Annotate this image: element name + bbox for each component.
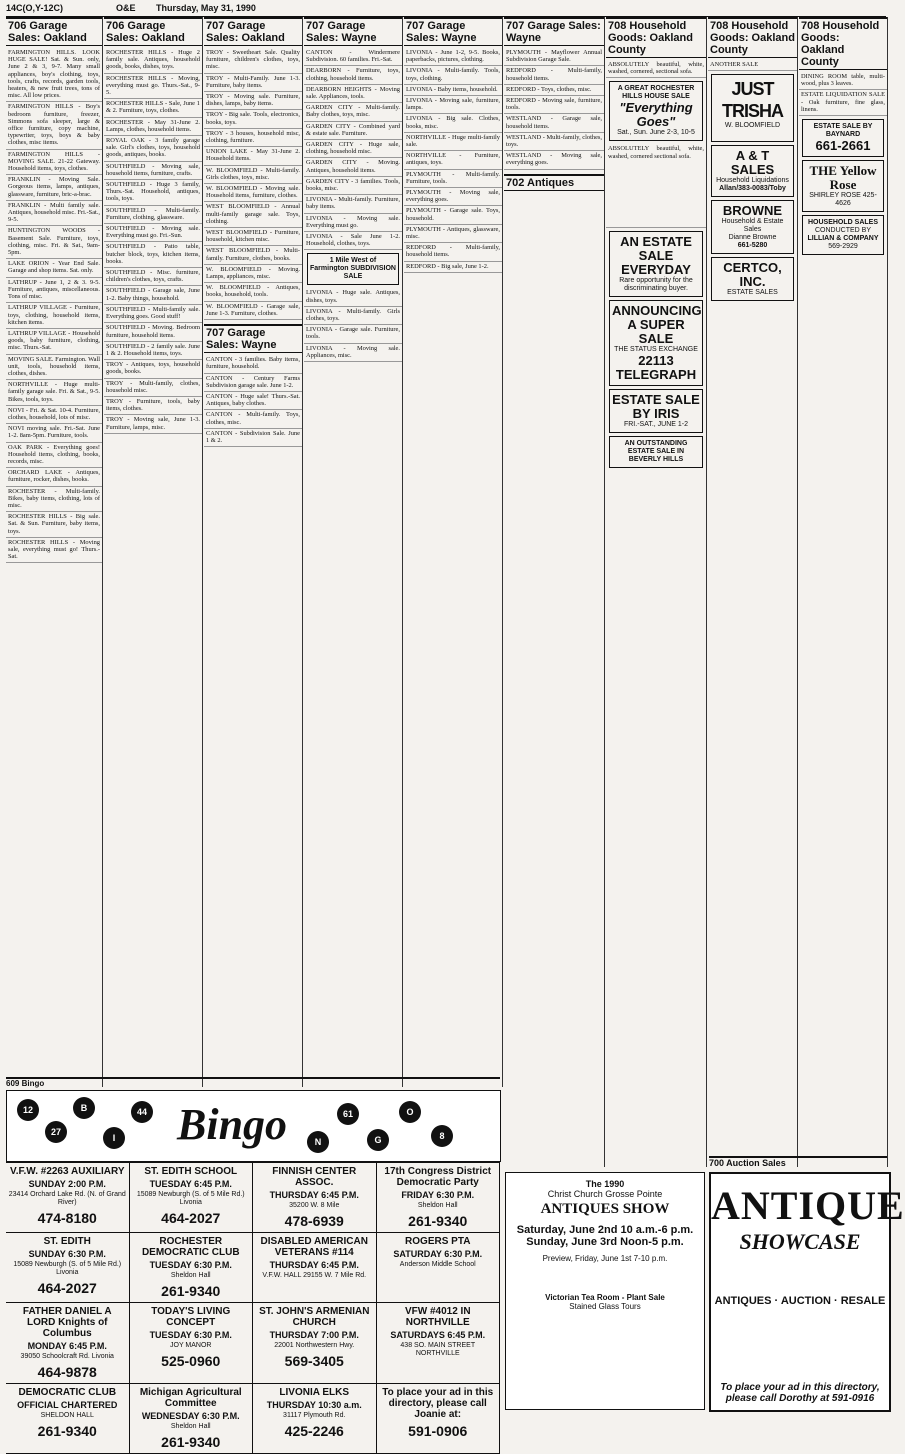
bingo-day: THURSDAY 10:30 a.m.: [266, 1400, 362, 1410]
bingo-place: 23414 Orchard Lake Rd. (N. of Grand River): [8, 1191, 126, 1206]
classified-ad: WEST BLOOMFIELD - Annual multi-family garage sale. Toys, clothing.: [204, 202, 302, 228]
column-heading: 708 Household Goods: Oakland County: [799, 17, 887, 70]
ad-text: ESTATE LIQUIDATION SALE - Oak furniture, fine glass, linens.: [799, 90, 887, 116]
bingo-listing: [130, 1233, 254, 1303]
classified-ad: WEST BLOOMFIELD - Multi-family. Furniture, clothes, books.: [204, 246, 302, 264]
bingo-day: SUNDAY 6:30 P.M.: [28, 1249, 106, 1259]
ad-sub: Household & Estate Sales: [721, 218, 784, 234]
classified-ad: LAKE ORION - Year End Sale. Garage and shop items. Sat. only.: [6, 259, 102, 277]
ad-sub: ESTATE SALES: [727, 289, 778, 297]
bingo-phone: 261-9340: [161, 1434, 221, 1450]
classified-ad: LIVONIA - Garage sale. Furniture, tools.: [304, 325, 402, 343]
bingo-ball: 12: [17, 1099, 39, 1121]
bingo-place: 438 SO. MAIN STREET NORTHVILLE: [400, 1342, 476, 1357]
showcase-services: ANTIQUES · AUCTION · RESALE: [714, 1295, 886, 1307]
ad-title: CERTCO, INC.: [723, 260, 782, 290]
classified-ad: HUNTINGTON WOODS - Basement Sale. Furniture, toys, clothing, misc. Fri. & Sat., 9am-5pm.: [6, 226, 102, 259]
classified-ad: PLYMOUTH - Moving sale, everything goes.: [404, 188, 502, 206]
classified-ad: TROY - Furniture, tools, baby items, clothes.: [104, 397, 202, 415]
classified-ad: TROY - Moving sale. Furniture, dishes, lamps, baby items.: [204, 92, 302, 110]
bingo-phone: 569-3405: [284, 1353, 344, 1369]
bingo-place: 31117 Plymouth Rd.: [283, 1412, 346, 1419]
classified-ad: TROY - Multi-family, clothes, household misc.: [104, 379, 202, 397]
bingo-phone: 261-9340: [161, 1283, 221, 1299]
bingo-listing: [6, 1303, 130, 1384]
classified-ad: CANTON - Subdivision Sale. June 1 & 2.: [204, 429, 302, 447]
bingo-phone: 591-0906: [408, 1423, 468, 1439]
classified-ad: LIVONIA - Multi-family. Furniture, baby items.: [304, 195, 402, 213]
bingo-title: TODAY'S LIVING CONCEPT: [151, 1306, 231, 1328]
bingo-title: ROCHESTER DEMOCRATIC CLUB: [141, 1236, 240, 1258]
classified-ad: NORTHVILLE - Huge multi-family garage sale. Fri. & Sat., 9-5. Bikes, tools, toys.: [6, 380, 102, 406]
bingo-place: 15089 Newburgh (S. of 5 Mile Rd.) Livonia: [136, 1191, 245, 1206]
ads-list: [6, 48, 102, 563]
bingo-ball: O: [399, 1101, 421, 1123]
classified-ad: MOVING SALE. Farmington. Wall unit, tools, household items, clothes, dishes.: [6, 355, 102, 381]
bingo-phone: 464-2027: [37, 1280, 97, 1296]
bingo-day: THURSDAY 6:45 P.M.: [269, 1190, 359, 1200]
bingo-day: SATURDAYS 6:45 P.M.: [390, 1330, 486, 1340]
classified-ad: ORCHARD LAKE - Antiques, furniture, rocker, dishes, books.: [6, 468, 102, 486]
classified-ad: W. BLOOMFIELD - Moving sale. Household items, furniture, clothes.: [204, 184, 302, 202]
classified-ad: WESTLAND - Multi-family, clothes, toys.: [504, 133, 604, 151]
classified-ad: DEARBORN HEIGHTS - Moving sale. Appliances, tools.: [304, 85, 402, 103]
bingo-day: MONDAY 6:45 P.M.: [27, 1341, 107, 1351]
bingo-phone: 425-2246: [284, 1423, 344, 1439]
column-4: [304, 17, 403, 1087]
bingo-title: 17th Congress District Democratic Party: [384, 1166, 492, 1188]
ad-sub: THE STATUS EXCHANGE: [614, 346, 698, 354]
bingo-phone: 474-8180: [37, 1210, 97, 1226]
ad-headline: "Everything Goes": [619, 100, 693, 130]
classified-ad: WESTLAND - Moving sale, everything goes.: [504, 151, 604, 169]
bingo-listing: [253, 1303, 377, 1384]
classified-ad: OAK PARK - Everything goes! Household items, clothing, books, records, misc.: [6, 443, 102, 469]
classified-ad: LATHRUP VILLAGE - Household goods, baby furniture, clothing, misc. Thurs.-Sat.: [6, 329, 102, 355]
classified-ad: TROY - Sweetheart Sale. Quality furniture, children's clothes, toys, misc.: [204, 48, 302, 74]
ad-phone: 661-2661: [815, 138, 871, 154]
classified-ad: LIVONIA - Huge sale. Antiques, dishes, toys.: [304, 288, 402, 306]
yellow-rose-ad: [802, 160, 884, 212]
ad-text: ABSOLUTELY beautiful, white, washed, cornered, sectional sofa.: [606, 60, 706, 78]
subdivision-sale-box: [307, 253, 399, 285]
classified-ad: LIVONIA - Multi-family. Girls clothes, toys.: [304, 307, 402, 325]
column-9: [799, 17, 888, 1167]
bingo-title: ST. EDITH: [43, 1236, 91, 1247]
classified-ad: TROY - Big sale. Tools, electronics, books, toys.: [204, 110, 302, 128]
ad-title: A & T SALES: [730, 148, 775, 178]
bingo-section-head: 609 Bingo: [6, 1077, 500, 1088]
bingo-listing: [130, 1163, 254, 1233]
ad-text: ABSOLUTELY beautiful, white, washed, cornered sectional sofa.: [606, 144, 706, 228]
bingo-phone: 261-9340: [408, 1213, 468, 1229]
classified-ad: GARDEN CITY - Multi-family. Baby clothes, toys, misc.: [304, 103, 402, 121]
antiques-line1: The 1990: [585, 1179, 625, 1189]
classified-ad: PLYMOUTH - Antiques, glassware, misc.: [404, 225, 502, 243]
bingo-ball: I: [103, 1127, 125, 1149]
classified-ad: SOUTHFIELD - Huge 3 family, Thurs.-Sat. Household, antiques, tools, toys.: [104, 180, 202, 206]
sub-heading: 707 Garage Sales: Wayne: [204, 324, 302, 353]
baynard-ad: [802, 119, 884, 157]
bingo-listing: [253, 1233, 377, 1303]
bingo-day: SATURDAY 6:30 P.M.: [393, 1249, 483, 1259]
ad-phone: 569-2929: [828, 243, 858, 251]
classified-ad: SOUTHFIELD - Moving sale, household items, furniture, crafts.: [104, 162, 202, 180]
classified-ad: FARMINGTON HILLS. LOOK HUGE SALE! Sat. & Sun. only, June 2 & 3, 9-7. Many small appliances, boy's clothing, toys, tools, crafts, records, garden tools, heaters, & new fruit trees, tons of misc. All low prices.: [6, 48, 102, 102]
bingo-day: TUESDAY 6:45 P.M.: [149, 1179, 232, 1189]
classified-ad: W. BLOOMFIELD - Garage sale, June 1-3. Furniture, clothes.: [204, 302, 302, 320]
classified-ad: UNION LAKE - May 31-June 2. Household items.: [204, 147, 302, 165]
classified-ad: FARMINGTON HILLS - Boy's bedroom furniture, freezer, Simmons sofa sleeper, large & office furniture, copy machine, typewriter, toys, boys & baby clothes, misc items.: [6, 102, 102, 149]
bingo-title: To place your ad in this directory, please call Joanie at:: [382, 1387, 494, 1420]
section-name: O&E: [116, 3, 136, 13]
ad-title: AN ESTATE SALE EVERYDAY: [620, 234, 692, 278]
bingo-listing: [377, 1233, 501, 1303]
bingo-ball: G: [367, 1129, 389, 1151]
bingo-place: SHELDON HALL: [40, 1412, 94, 1419]
bingo-ball: N: [307, 1131, 329, 1153]
ads-list: [504, 48, 604, 170]
bingo-place: Sheldon Hall: [170, 1423, 211, 1430]
bingo-title: DEMOCRATIC CLUB: [18, 1387, 117, 1398]
classified-ad: REDFORD - Moving sale, furniture, tools.: [504, 96, 604, 114]
bingo-place: Sheldon Hall: [417, 1202, 458, 1209]
classified-ad: ROCHESTER HILLS - Moving sale, everything must go! Thurs.-Sat.: [6, 538, 102, 564]
classified-ad: TROY - Antiques, toys, household goods, books.: [104, 360, 202, 378]
antiques-show-ad: [505, 1172, 705, 1410]
antiques-line7: Victorian Tea Room - Plant Sale: [545, 1293, 665, 1302]
classified-ad: SOUTHFIELD - Multi-family. Furniture, clothing, glassware.: [104, 206, 202, 224]
bingo-title: ROGERS PTA: [405, 1236, 471, 1247]
column-2: [104, 17, 203, 1087]
ads-list: [204, 355, 302, 447]
bingo-title: ST. JOHN'S ARMENIAN CHURCH: [259, 1306, 370, 1328]
classified-ad: NOVI moving sale. Fri.-Sat. June 1-2. 8am-5pm. Furniture, tools.: [6, 424, 102, 442]
showcase-title2: SHOWCASE: [739, 1229, 861, 1254]
classified-ad: LIVONIA - Moving sale. Everything must go.: [304, 214, 402, 232]
classified-ad: LIVONIA - Baby items, household.: [404, 85, 502, 96]
bingo-title: V.F.W. #2263 AUXILIARY: [10, 1166, 125, 1177]
browne-ad: [711, 200, 794, 254]
column-5: [404, 17, 503, 1087]
antique-showcase-ad: [709, 1172, 905, 1412]
ad-title: JUST TRISHA: [722, 79, 783, 122]
antiques-line2: Christ Church Grosse Pointe: [547, 1189, 663, 1199]
classified-ad: REDFORD - Big sale, June 1-2.: [404, 262, 502, 273]
antiques-line5: Sunday, June 3rd Noon-5 p.m.: [526, 1236, 684, 1248]
classified-ad: NORTHVILLE - Huge multi-family sale.: [404, 133, 502, 151]
estate-sale-ad: [609, 231, 703, 297]
classified-ad: WEST BLOOMFIELD - Furniture, household, kitchen misc.: [204, 228, 302, 246]
classified-ad: LIVONIA - Moving sale. Appliances, misc.: [304, 344, 402, 362]
bingo-title: VFW #4012 IN NORTHVILLE: [404, 1306, 471, 1328]
folio: 14C(O,Y-12C): [6, 3, 64, 13]
classified-ad: GARDEN CITY - 3 families. Tools, books, misc.: [304, 177, 402, 195]
ad-phone: Allan/383-0083/Toby: [719, 185, 786, 193]
bingo-phone: 261-9340: [37, 1423, 97, 1439]
showcase-title: ANTIQUE: [711, 1183, 905, 1228]
ads-list: [404, 48, 502, 273]
bingo-listing: [130, 1303, 254, 1384]
bingo-title: Michigan Agricultural Committee: [139, 1387, 242, 1409]
bingo-day: TUESDAY 6:30 P.M.: [149, 1330, 232, 1340]
bingo-listing: [6, 1233, 130, 1303]
ad-title: THE Yellow Rose: [809, 163, 877, 193]
ad-text: ANOTHER SALE: [708, 60, 797, 71]
bingo-phone: 464-9878: [37, 1364, 97, 1380]
classified-ad: W. BLOOMFIELD - Moving. Lamps, appliances, misc.: [204, 265, 302, 283]
bingo-banner: [6, 1090, 501, 1162]
column-heading: 708 Household Goods: Oakland County: [606, 17, 706, 58]
ad-title: ESTATE SALE BY BAYNARD: [813, 123, 873, 139]
bingo-directory: [6, 1162, 500, 1450]
classified-ad: TROY - 3 houses, household misc, clothing, furniture.: [204, 129, 302, 147]
bingo-title: DISABLED AMERICAN VETERANS #114: [260, 1236, 368, 1258]
classified-ad: W. BLOOMFIELD - Multi-family. Girls clothes, toys, misc.: [204, 166, 302, 184]
column-7: [606, 17, 707, 1167]
classified-ad: ROCHESTER HILLS - Moving, everything must go. Thurs.-Sat., 9-5.: [104, 74, 202, 100]
bingo-ball: 27: [45, 1121, 67, 1143]
bingo-place: V.F.W. HALL 29155 W. 7 Mile Rd.: [262, 1272, 367, 1279]
bingo-listing: [253, 1384, 377, 1454]
bingo-listing: [377, 1163, 501, 1233]
bingo-listing: [6, 1163, 130, 1233]
auction-section-head: 700 Auction Sales: [709, 1156, 887, 1168]
bingo-day: OFFICIAL CHARTERED: [17, 1400, 118, 1410]
classified-ad: ROCHESTER - Multi-family. Bikes, baby items, clothing, lots of misc.: [6, 487, 102, 513]
classified-ad: ROYAL OAK - 3 family garage sale. Girl's clothes, toys, household goods, antiques, books.: [104, 136, 202, 162]
column-heading: 707 Garage Sales: Oakland: [204, 17, 302, 46]
ad-sub: CONDUCTED BY: [814, 227, 871, 235]
classified-ad: ROCHESTER HILLS - Sale, June 1 & 2. Furniture, toys, clothes.: [104, 99, 202, 117]
classified-ad: LIVONIA - Moving sale, furniture, lamps.: [404, 96, 502, 114]
classified-ad: CANTON - 3 families. Baby items, furniture, household.: [204, 355, 302, 373]
a-t-sales-ad: [711, 145, 794, 197]
ad-title: HOUSEHOLD SALES: [807, 219, 878, 227]
classified-ad: CANTON - Huge sale! Thurs.-Sat. Antiques, baby clothes.: [204, 392, 302, 410]
classified-ad: GARDEN CITY - Moving. Antiques, household items.: [304, 158, 402, 176]
subdivision-sale-title: 1 Mile West of Farmington SUBDIVISION SALE: [310, 257, 396, 281]
column-heading: 707 Garage Sales: Wayne: [304, 17, 402, 46]
ad-sub: FRI.-SAT., JUNE 1-2: [623, 421, 689, 429]
classified-ad: SOUTHFIELD - Moving sale. Everything must go. Fri.-Sun.: [104, 224, 202, 242]
bingo-listing: [377, 1384, 501, 1454]
bingo-day: THURSDAY 7:00 P.M.: [269, 1330, 359, 1340]
ad-sub: W. BLOOMFIELD: [724, 122, 781, 130]
classified-ad: GARDEN CITY - Combined yard & estate sale. Furniture.: [304, 122, 402, 140]
classified-ad: REDFORD - Multi-family, household items.: [504, 66, 604, 84]
bingo-title: LIVONIA ELKS: [279, 1387, 350, 1398]
issue-date: Thursday, May 31, 1990: [156, 3, 256, 13]
classified-ad: REDFORD - Toys, clothes, misc.: [504, 85, 604, 96]
classified-ad: LIVONIA - Multi-family. Tools, toys, clothing.: [404, 66, 502, 84]
bingo-place: Anderson Middle School: [399, 1261, 476, 1268]
column-heading: 706 Garage Sales: Oakland: [6, 17, 102, 46]
ad-sub: SHIRLEY ROSE 425-4626: [809, 192, 877, 208]
sub-heading: 702 Antiques: [504, 174, 604, 191]
bingo-title: ST. EDITH SCHOOL: [144, 1166, 238, 1177]
antiques-line3: ANTIQUES SHOW: [540, 1201, 670, 1217]
ad-dates: Sat., Sun. June 2-3, 10-5: [617, 129, 695, 137]
trisha-ad: [711, 74, 794, 142]
bingo-day: TUESDAY 6:30 P.M.: [149, 1260, 232, 1270]
bingo-place: 35200 W. 8 Mile: [289, 1202, 340, 1209]
bingo-phone: 525-0960: [161, 1353, 221, 1369]
classified-ad: WESTLAND - Garage sale, household items.: [504, 114, 604, 132]
ad-title: ANNOUNCING A SUPER SALE: [612, 303, 702, 347]
bingo-day: FRIDAY 6:30 P.M.: [401, 1190, 475, 1200]
classified-ad: CANTON - Multi-family. Toys, clothes, misc.: [204, 410, 302, 428]
classified-ad: CANTON - Century Farms Subdivision garage sale. June 1-2.: [204, 374, 302, 392]
classified-ad: PLYMOUTH - Garage sale. Toys, household.: [404, 206, 502, 224]
classified-ad: PLYMOUTH - Multi-family. Furniture, tools.: [404, 170, 502, 188]
bingo-phone: 464-2027: [161, 1210, 221, 1226]
ad-sub: Rare opportunity for the discriminating buyer.: [619, 277, 693, 293]
classified-ad: LATHRUP - June 1, 2 & 3. 9-5. Furniture, antiques, miscellaneous. Tons of misc.: [6, 278, 102, 304]
classified-ad: SOUTHFIELD - Misc. furniture, children's clothes, toys, crafts.: [104, 268, 202, 286]
ad-name: LILLIAN & COMPANY: [807, 235, 879, 243]
classified-ad: REDFORD - Multi-family, household items.: [404, 243, 502, 261]
column-heading: 707 Garage Sales: Wayne: [404, 17, 502, 46]
column-8: [708, 17, 798, 1167]
bingo-listing: [130, 1384, 254, 1454]
classified-ad: LATHRUP VILLAGE - Furniture, toys, clothing, household items, kitchen items.: [6, 303, 102, 329]
bingo-ball: 61: [337, 1103, 359, 1125]
bingo-banner-title: Bingo: [177, 1100, 288, 1149]
ads-list: [204, 48, 302, 320]
antiques-line4: Saturday, June 2nd 10 a.m.-6 p.m.: [516, 1224, 694, 1236]
bingo-day: WEDNESDAY 6:30 P.M.: [141, 1411, 240, 1421]
ad-title: AN OUTSTANDING ESTATE SALE IN BEVERLY HILLS: [624, 440, 688, 464]
bingo-place: 15089 Newburgh (S. of 5 Mile Rd.) Livonia: [13, 1261, 122, 1276]
column-heading: 708 Household Goods: Oakland County: [708, 17, 797, 58]
classified-ad: FRANKLIN - Multi family sale. Antiques, household misc. Fri.-Sat., 9-5.: [6, 201, 102, 227]
bingo-place: Sheldon Hall: [170, 1272, 211, 1279]
classified-ad: NORTHVILLE - Furniture, antiques, toys.: [404, 151, 502, 169]
classified-ad: ROCHESTER HILLS - Huge 2 family sale. Antiques, household goods, books, dishes, toys.: [104, 48, 202, 74]
column-heading: 707 Garage Sales: Wayne: [504, 17, 604, 46]
ads-list: [304, 48, 402, 250]
column-3: [204, 17, 303, 1087]
bingo-place: JOY MANOR: [170, 1342, 212, 1349]
ad-phone: 661-5280: [737, 242, 768, 250]
iris-sale-ad: [609, 389, 703, 433]
bingo-ball: 44: [131, 1101, 153, 1123]
bingo-ball: B: [73, 1097, 95, 1119]
classified-ad: DEARBORN - Furniture, toys, clothing, household items.: [304, 66, 402, 84]
beverly-hills-ad: [609, 436, 703, 468]
classified-ad: LIVONIA - June 1-2, 9-5. Books, paperbacks, pictures, clothing.: [404, 48, 502, 66]
ads-list: [304, 288, 402, 362]
classified-ad: FARMINGTON HILLS - MOVING SALE. 21-22 Gateway. Household items, toys, clothes.: [6, 150, 102, 176]
ad-title: A GREAT ROCHESTER HILLS HOUSE SALE: [617, 85, 695, 101]
classified-ad: SOUTHFIELD - 2 family sale. June 1 & 2. Household items, toys.: [104, 342, 202, 360]
classified-ad: W. BLOOMFIELD - Antiques, books, household, tools.: [204, 283, 302, 301]
classified-ad: SOUTHFIELD - Garage sale, June 1-2. Baby things, household.: [104, 286, 202, 304]
column-heading: 706 Garage Sales: Oakland: [104, 17, 202, 46]
classified-ad: FRANKLIN - Moving Sale. Gorgeous items, lamps, antiques, glassware, furniture, bric-a-brac.: [6, 175, 102, 201]
bingo-title: FINNISH CENTER ASSOC.: [272, 1166, 357, 1188]
bingo-place: 22001 Northwestern Hwy.: [274, 1342, 355, 1349]
ad-title: BROWNE: [722, 203, 783, 219]
classified-ad: SOUTHFIELD - Multi-family sale. Everything goes. Good stuff!: [104, 305, 202, 323]
antiques-line6: Preview, Friday, June 1st 7-10 p.m.: [542, 1254, 668, 1263]
bingo-day: THURSDAY 6:45 P.M.: [269, 1260, 359, 1270]
classified-ad: ROCHESTER HILLS - Big sale. Sat. & Sun. Furniture, baby items, toys.: [6, 512, 102, 538]
classified-ad: TROY - Multi-Family. June 1-3. Furniture, baby items.: [204, 74, 302, 92]
ad-address: 22113 TELEGRAPH: [615, 353, 697, 383]
directory-contact: To place your ad in this directory, please call Dorothy at 591-0916: [720, 1382, 880, 1404]
column-6: [504, 17, 605, 1167]
bingo-listing: [6, 1384, 130, 1454]
ad-title: ESTATE SALE BY IRIS: [612, 392, 700, 422]
lillian-ad: [802, 215, 884, 255]
bingo-ball: 8: [431, 1125, 453, 1147]
bingo-day: SUNDAY 2:00 P.M.: [28, 1179, 106, 1189]
classified-ad: ROCHESTER - May 31-June 2. Lamps, clothes, household items.: [104, 118, 202, 136]
classified-ad: LIVONIA - Big sale. Clothes, books, misc.: [404, 114, 502, 132]
column-1: [6, 17, 103, 1087]
classified-ad: CANTON - Windermere Subdivision. 60 families. Fri.-Sat.: [304, 48, 402, 66]
classified-ad: SOUTHFIELD - Moving. Bedroom furniture, household items.: [104, 323, 202, 341]
classified-ad: SOUTHFIELD - Patio table, butcher block, toys, kitchen items, books.: [104, 242, 202, 268]
classified-ad: GARDEN CITY - Huge sale, clothing, household misc.: [304, 140, 402, 158]
ads-list: [104, 48, 202, 434]
classified-ad: TROY - Moving sale, June 1-3. Furniture, lamps, misc.: [104, 415, 202, 433]
bingo-title: FATHER DANIEL A LORD Knights of Columbus: [22, 1306, 112, 1339]
bingo-listing: [253, 1163, 377, 1233]
classified-ad: NOVI - Fri. & Sat. 10-4. Furniture, clothes, household, lots of misc.: [6, 406, 102, 424]
ad-text: DINING ROOM table, multi-wood, plus 3 leaves.: [799, 72, 887, 90]
certco-ad: [711, 257, 794, 301]
antiques-line8: Stained Glass Tours: [569, 1302, 641, 1311]
bingo-listing: [377, 1303, 501, 1384]
bingo-place: 39050 Schoolcraft Rd. Livonia: [20, 1353, 114, 1360]
classified-ad: LIVONIA - Sale June 1-2. Household, clothes, toys.: [304, 232, 402, 250]
running-header: [6, 2, 886, 17]
classified-ad: PLYMOUTH - Mayflower Annual Subdivision Garage Sale.: [504, 48, 604, 66]
bingo-phone: 478-6939: [284, 1213, 344, 1229]
house-sale-ad: [609, 81, 703, 141]
ad-sub: Household Liquidations: [716, 177, 789, 185]
ad-name: Dianne Browne: [728, 234, 777, 242]
super-sale-ad: [609, 300, 703, 386]
